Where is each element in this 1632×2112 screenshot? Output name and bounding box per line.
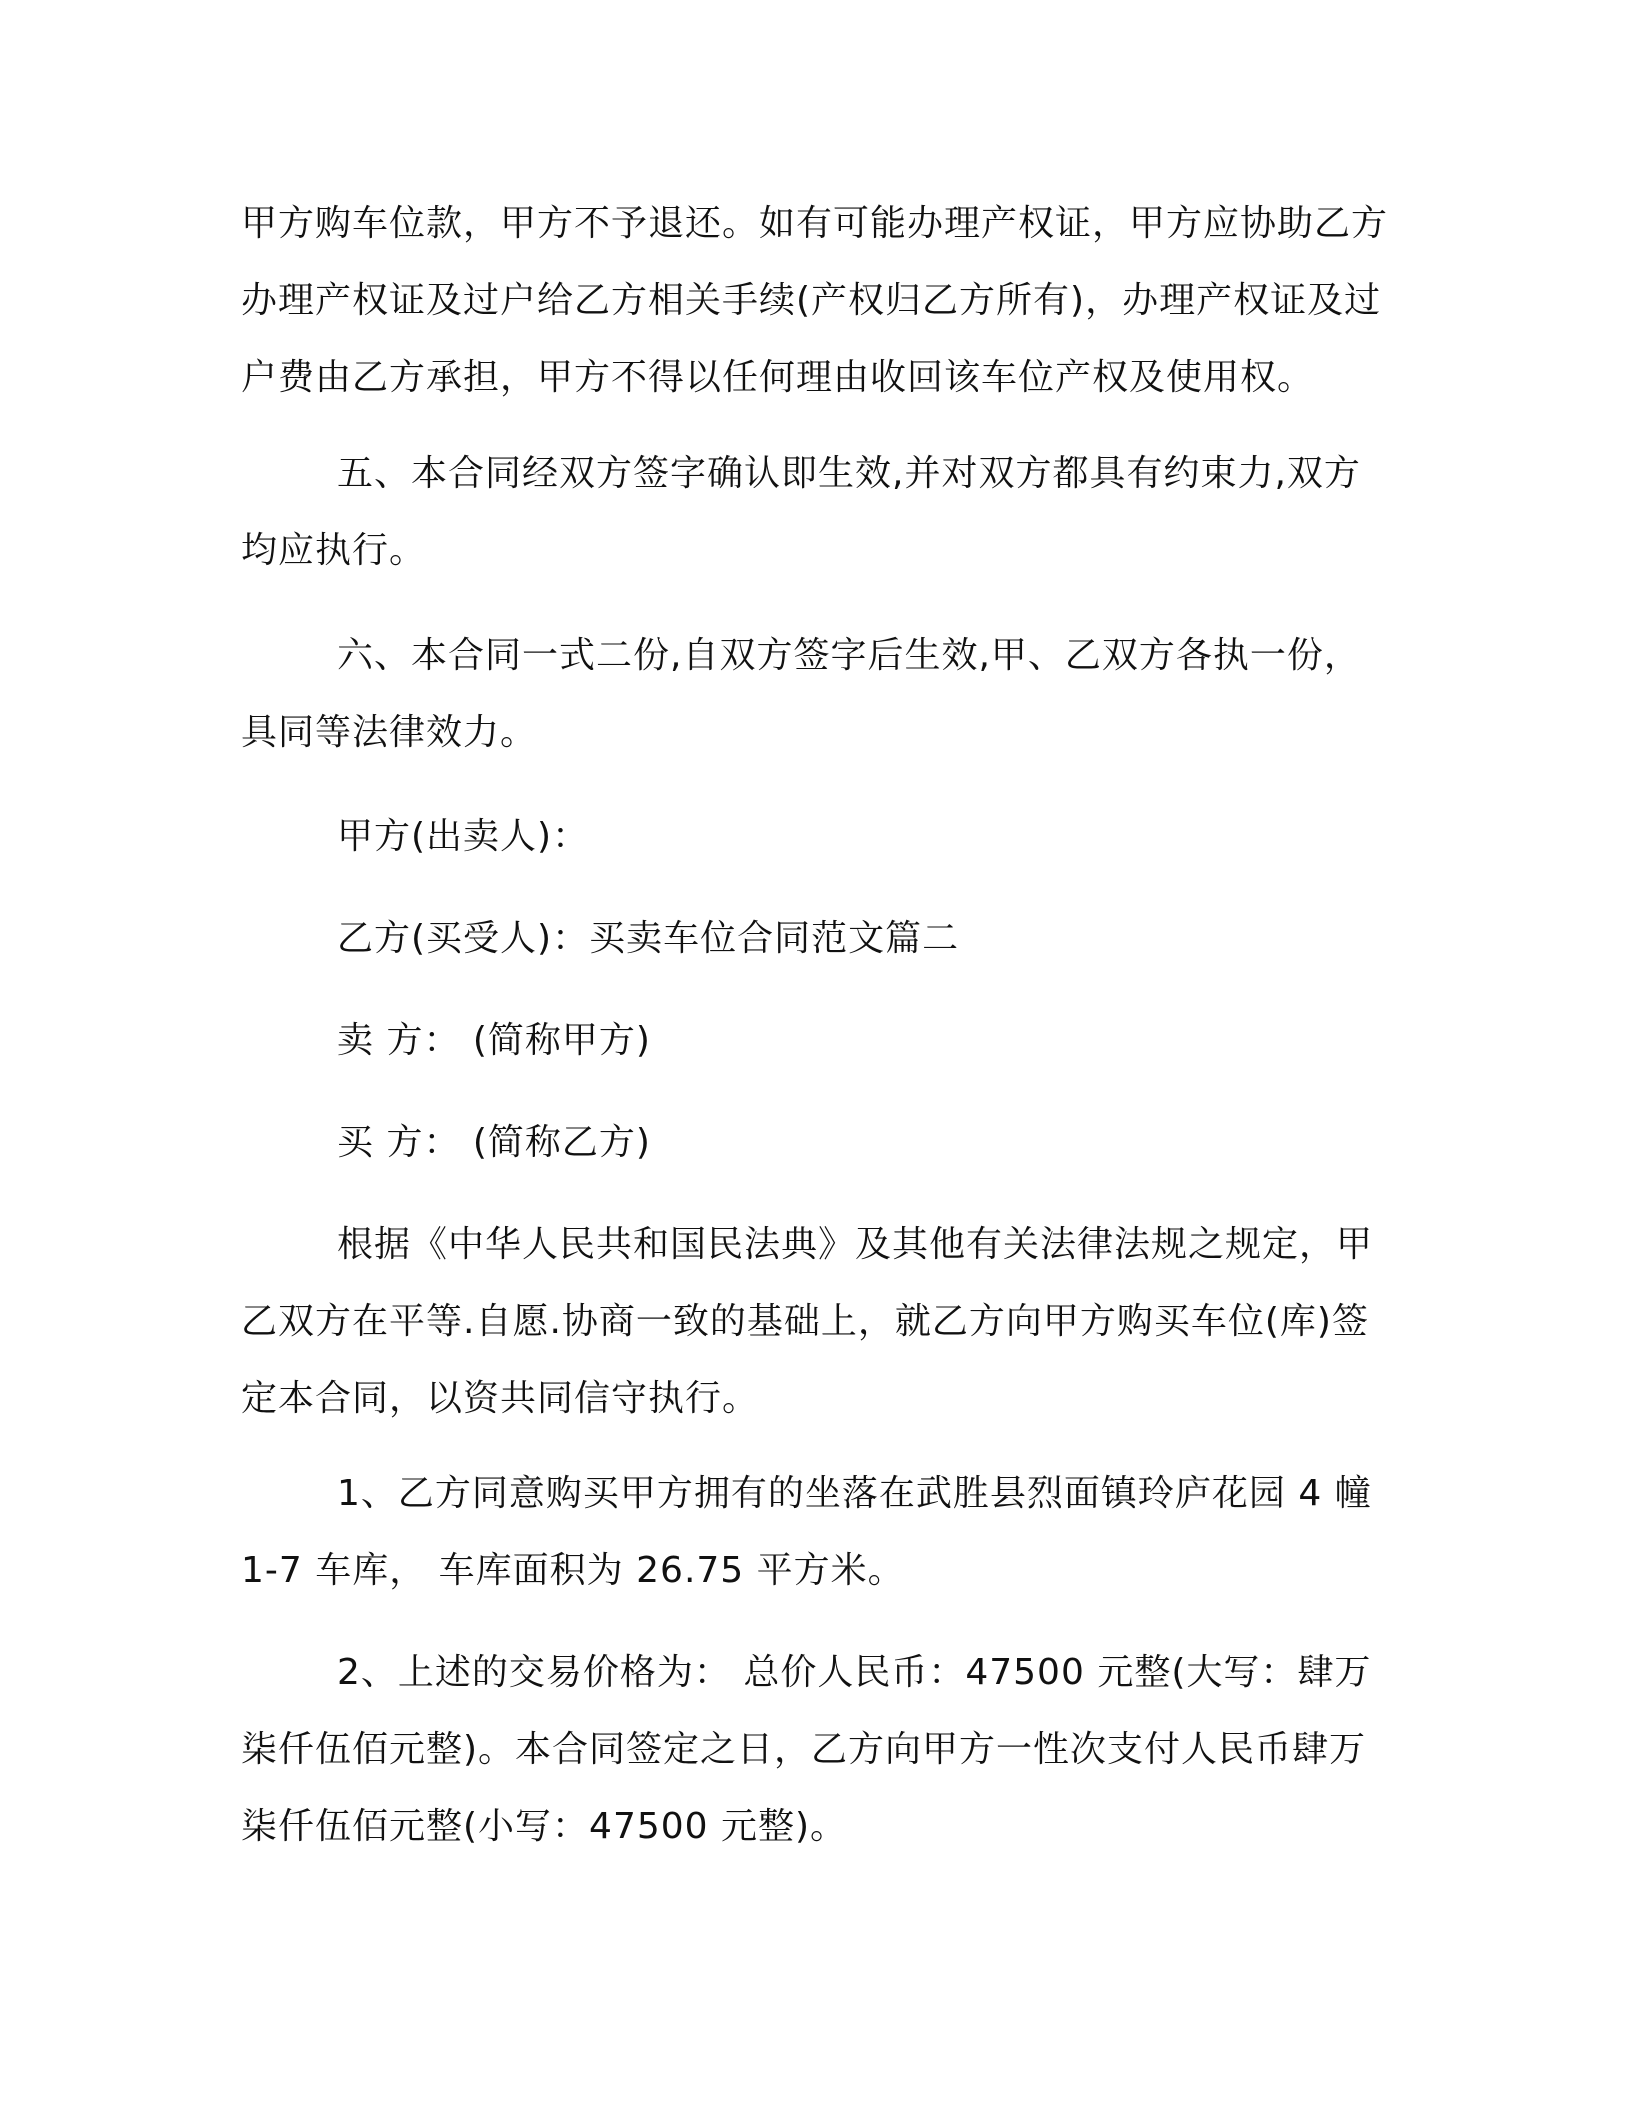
buyer-line: 买 方： (简称乙方) xyxy=(337,1122,651,1163)
party-b-buyer-line: 乙方(买受人)：买卖车位合同范文篇二 xyxy=(337,918,960,959)
paragraph-item-one: 1、乙方同意购买甲方拥有的坐落在武胜县烈面镇玲庐花园 4 幢 1-7 车库， 车库面积为 26.75 平方米。 xyxy=(241,1473,1372,1591)
paragraph-item-two: 2、上述的交易价格为： 总价人民币：47500 元整(大写：肆万柒仟伍佰元整)。本合同签定之日，乙方向甲方一性次支付人民币肆万柒仟伍佰元整(小写：47500 元整)。 xyxy=(241,1652,1372,1847)
paragraph-legal-basis: 根据《中华人民共和国民法典》及其他有关法律法规之规定，甲乙双方在平等.自愿.协商一致的基础上，就乙方向甲方购买车位(库)签定本合同，以资共同信守执行。 xyxy=(241,1224,1374,1419)
paragraph-clause-five: 五、本合同经双方签字确认即生效,并对双方都具有约束力,双方均应执行。 xyxy=(241,453,1361,571)
paragraph-continued-clause: 甲方购车位款，甲方不予退还。如有可能办理产权证，甲方应协助乙方办理产权证及过户给乙方相关手续(产权归乙方所有)，办理产权证及过户费由乙方承担，甲方不得以任何理由收回该车位产权及使用权。 xyxy=(241,203,1389,398)
seller-line: 卖 方： (简称甲方) xyxy=(337,1020,651,1061)
party-a-seller-line: 甲方(出卖人)： xyxy=(337,816,590,857)
paragraph-clause-six: 六、本合同一式二份,自双方签字后生效,甲、乙双方各执一份，具同等法律效力。 xyxy=(241,635,1361,753)
